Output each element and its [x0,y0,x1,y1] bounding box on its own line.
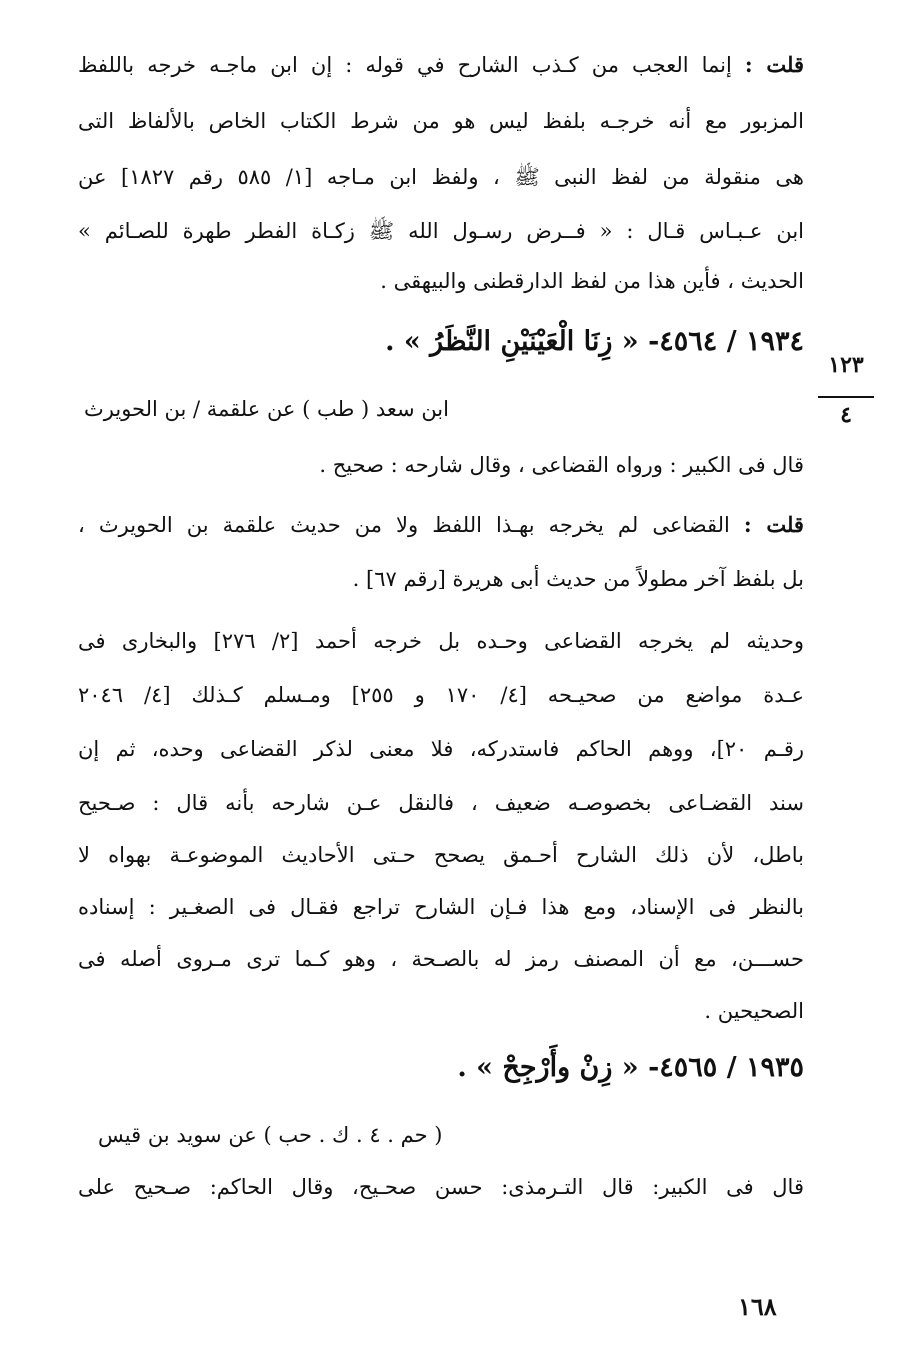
text-line: المزبور مع أنه خرجـه بلفظ ليس هو من شرط الكتاب الخاص بالألفاظ التى [78,109,804,133]
hadith-text: « زِنَا الْعَيْنَيْنِ النَّظَرُ » . [385,326,639,357]
text-line: سند القضـاعى بخصوصـه ضعيف ، فالنقل عـن شارحه بأنه قال : صـحيح [78,791,804,815]
qult-label: قلت : [743,512,804,537]
text-line: الصحيحين . [704,999,804,1023]
text-span: القضاعى لم يخرجه بهـذا اللفظ ولا من حديث علقمة بن الحويرث ، [78,513,730,537]
hadith-number: ١٩٣٥ / ٤٥٦٥- [648,1052,804,1083]
text-line: بالنظر فى الإسناد، ومع هذا فـإن الشارح تراجع فقـال فى الصغـير : إسناده [78,895,804,919]
text-line: قال فى الكبير: قال التـرمذى: حسن صحـيح، وقال الحاكم: صـحيح على [78,1175,804,1199]
margin-number-bottom: ٤ [840,402,852,428]
text-line: قال فى الكبير : ورواه القضاعى ، وقال شارحه : صحيح . [319,453,804,477]
page-number: ١٦٨ [738,1292,777,1321]
text-span: إنما العجب من كـذب الشارح في قوله : إن ابن ماجـه خرجه باللفظ [78,53,732,77]
text-line [78,508,804,542]
hadith-heading [385,322,804,362]
text-line: بل بلفظ آخر مطولاً من حديث أبى هريرة [رقم ٦٧] . [352,567,804,591]
text-line: عـدة مواضع من صحيـحه [٤/ ١٧٠ و ٢٥٥] ومـسلم كـذلك [٤/ ٢٠٤٦ [78,683,804,707]
text-line [78,48,804,82]
margin-divider [818,396,874,398]
hadith-text: « زِنْ وأَرْجِحْ » . [457,1052,639,1083]
text-line: وحديثه لم يخرجه القضاعى وحـده بل خرجه أحمد [٢/ ٢٧٦] والبخارى فى [78,629,804,653]
text-line: الحديث ، فأين هذا من لفظ الدارقطنى والبيهقى . [380,269,804,293]
margin-number-top: ١٢٣ [828,352,864,378]
qult-label: قلت : [744,52,804,77]
text-line: ابن عـبـاس قـال : « فــرض رسـول الله ﷺ زكـاة الفطر طهرة للصـائم » [78,219,804,243]
hadith-source: ابن سعد ( طب ) عن علقمة / بن الحويرث [84,397,449,421]
text-line: حســـن، مع أن المصنف رمز له بالصـحة ، وهو كـما ترى مـروى أصله فى [78,947,804,971]
text-line: باطل، لأن ذلك الشارح أحـمق يصحح حـتى الأحاديث الموضوعـة بهواه لا [78,843,804,867]
text-line: رقـم ٢٠]، ووهم الحاكم فاستدركه، فلا معنى لذكر القضاعى وحده، ثم إن [78,737,804,761]
text-line: هى منقولة من لفظ النبى ﷺ ، ولفظ ابن مـاجه [١/ ٥٨٥ رقم ١٨٢٧] عن [78,165,804,189]
hadith-heading [457,1048,804,1088]
hadith-number: ١٩٣٤ / ٤٥٦٤- [648,326,804,357]
hadith-source: ( حم . ٤ . ك . حب ) عن سويد بن قيس [98,1123,443,1147]
